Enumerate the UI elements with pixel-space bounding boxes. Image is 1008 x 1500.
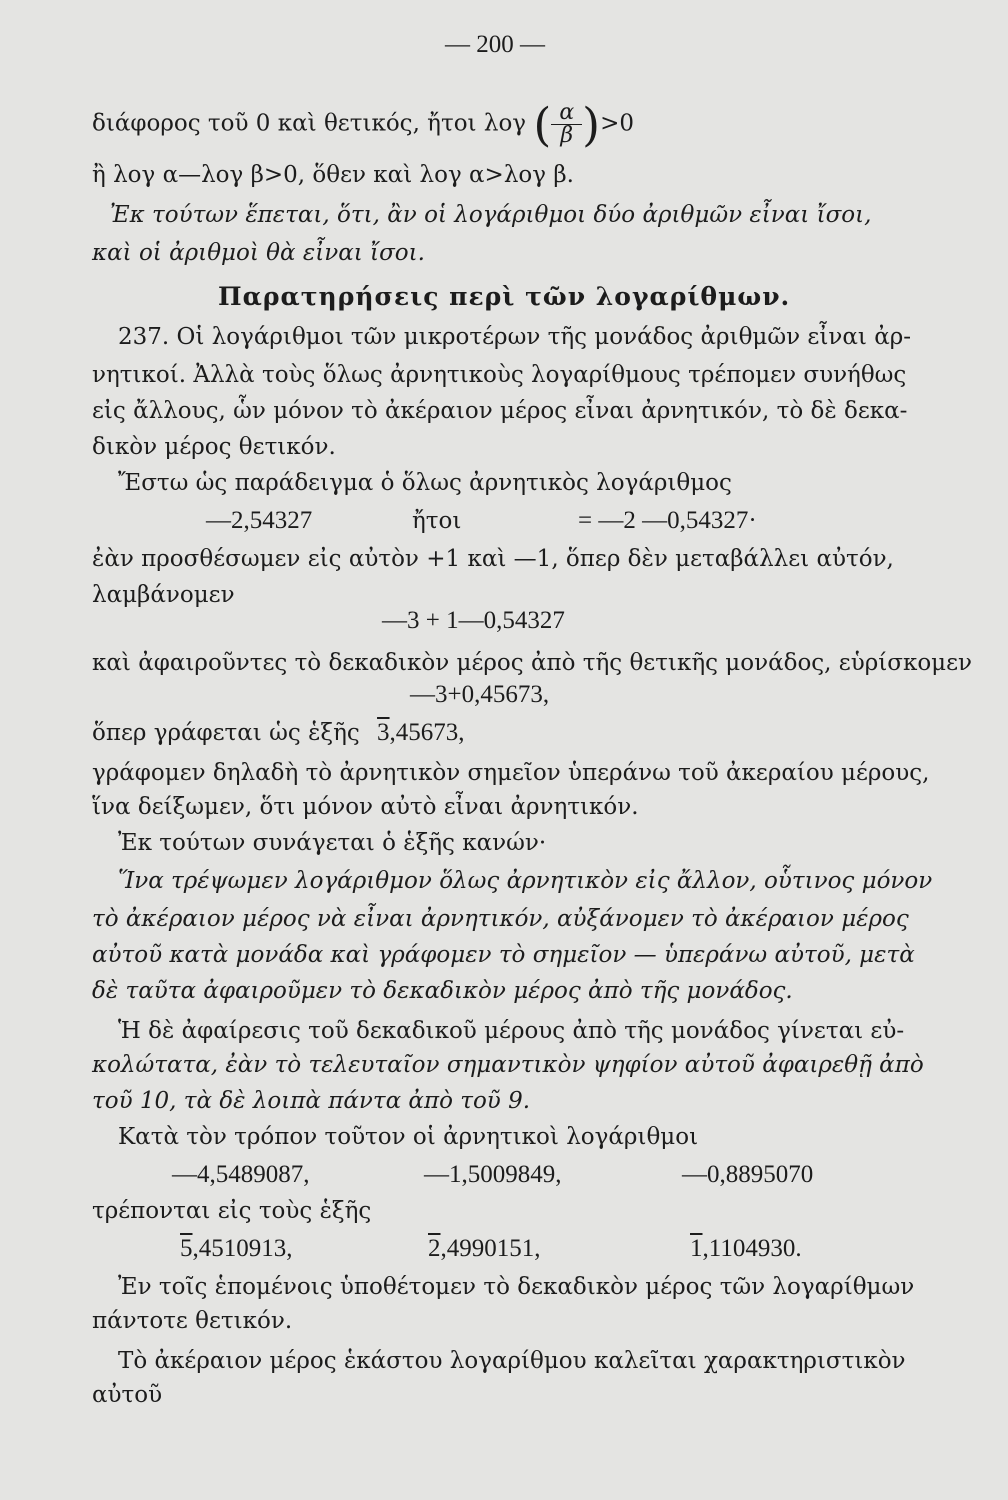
text-span: >0 — [600, 110, 635, 137]
text-line — [118, 1346, 906, 1376]
rule-line: δὲ ταῦτα ἀφαιροῦμεν τὸ δεκαδικὸν μέρος ἀπὸ τῆς μονάδος. — [92, 978, 793, 1004]
value: —4,5489087, — [172, 1161, 310, 1188]
mantissa: ,4510913, — [192, 1235, 293, 1262]
text-line: ἢ λογ α—λογ β>0, ὅθεν καὶ λογ α>λογ β. — [92, 162, 574, 188]
text-line: Ἐν τοῖς ἑπομένοις ὑποθέτομεν τὸ δεκαδικὸν μέρος τῶν λογαρίθμων — [118, 1274, 915, 1300]
text-line: 237. Οἱ λογάριθμοι τῶν μικροτέρων τῆς μονάδος ἀριθμῶν εἶναι ἀρ- — [118, 324, 912, 350]
value — [690, 1234, 802, 1264]
value: —1,5009849, — [424, 1161, 562, 1188]
rule-line: τὸ ἀκέραιον μέρος νὰ εἶναι ἀρνητικόν, αὐξάνομεν τὸ ἀκέραιον μέρος — [92, 906, 909, 932]
right-paren: ) — [582, 97, 601, 152]
text-line — [92, 97, 635, 152]
denominator: β — [560, 123, 574, 148]
page-number: — 200 — — [445, 31, 545, 58]
equation: = —2 —0,54327· — [578, 507, 757, 534]
text-span: ἤτοι — [412, 508, 462, 534]
text-line: Ἡ δὲ ἀφαίρεσις τοῦ δεκαδικοῦ μέρους ἀπὸ τῆς μονάδος γίνεται εὐ- — [118, 1018, 905, 1044]
text-line: ἐὰν προσθέσωμεν εἰς αὐτὸν +1 καὶ —1, ὅπερ δὲν μεταβάλλει αὐτόν, — [92, 546, 894, 572]
text-line: καὶ ἀφαιροῦντες τὸ δεκαδικὸν μέρος ἀπὸ τῆς θετικῆς μονάδος, εὑρίσκομεν — [92, 650, 973, 676]
text-line: τρέπονται εἰς τοὺς ἑξῆς — [92, 1198, 372, 1224]
mantissa: ,4990151, — [440, 1235, 541, 1262]
text-line: Ἔστω ὡς παράδειγμα ὁ ὅλως ἀρνητικὸς λογάριθμος — [118, 470, 732, 496]
fraction — [551, 102, 582, 147]
text-span: Τὸ ἀκέραιον μέρος ἑκάστου λογαρίθμου καλεῖται χαρακτηριστικὸν — [118, 1348, 906, 1374]
text-span: ὅπερ γράφεται ὡς ἑξῆς — [92, 720, 360, 746]
text-line: τοῦ 10, τὰ δὲ λοιπὰ πάντα ἀπὸ τοῦ 9. — [92, 1088, 531, 1114]
equation: —3 + 1—0,54327 — [382, 607, 565, 634]
value: —0,8895070 — [682, 1161, 814, 1188]
text-line: νητικοί. Ἀλλὰ τοὺς ὅλως ἀρνητικοὺς λογαρίθμους τρέπομεν συνήθως — [92, 362, 907, 388]
negative-characteristic: 1 — [690, 1235, 703, 1262]
text-line: πάντοτε θετικόν. — [92, 1308, 293, 1334]
text-line: Κατὰ τὸν τρόπον τοῦτον οἱ ἀρνητικοὶ λογάριθμοι — [118, 1124, 699, 1150]
negative-characteristic: 2 — [428, 1235, 441, 1262]
section-heading: Παρατηρήσεις περὶ τῶν λογαρίθμων. — [218, 282, 791, 311]
value — [377, 719, 465, 746]
value — [180, 1234, 293, 1264]
text-line: δικὸν μέρος θετικόν. — [92, 434, 336, 460]
equation: —2,54327 — [206, 507, 313, 534]
numerator: α — [551, 102, 582, 125]
text-line: γράφομεν δηλαδὴ τὸ ἀρνητικὸν σημεῖον ὑπεράνω τοῦ ἀκεραίου μέρους, — [92, 760, 930, 786]
text-line: εἰς ἄλλους, ὧν μόνον τὸ ἀκέραιον μέρος εἶναι ἀρνητικόν, τὸ δὲ δεκα- — [92, 398, 908, 424]
text-line: κολώτατα, ἐὰν τὸ τελευταῖον σημαντικὸν ψηφίον αὐτοῦ ἀφαιρεθῇ ἀπὸ — [92, 1052, 924, 1078]
text-line: ἵνα δείξωμεν, ὅτι μόνον αὐτὸ εἶναι ἀρνητικόν. — [92, 794, 639, 820]
text-line: Ἐκ τούτων ἕπεται, ὅτι, ἂν οἱ λογάριθμοι δύο ἀριθμῶν εἶναι ἴσοι, — [110, 202, 872, 228]
negative-characteristic: 3 — [377, 719, 390, 746]
negative-characteristic: 5 — [180, 1235, 193, 1262]
mantissa: ,1104930. — [702, 1235, 802, 1262]
left-paren: ( — [533, 97, 552, 152]
text-line: Ἐκ τούτων συνάγεται ὁ ἑξῆς κανών· — [118, 830, 547, 856]
equation: —3+0,45673, — [410, 681, 550, 708]
rule-line: Ἵνα τρέψωμεν λογάριθμον ὅλως ἀρνητικὸν εἰς ἄλλον, οὗτινος μόνον — [118, 868, 933, 894]
text-line: αὐτοῦ — [92, 1382, 163, 1408]
text-span: διάφορος τοῦ 0 καὶ θετικός, ἤτοι λογ — [92, 110, 527, 137]
value — [428, 1234, 541, 1264]
rule-line: αὐτοῦ κατὰ μονάδα καὶ γράφομεν τὸ σημεῖον — ὑπεράνω αὐτοῦ, μετὰ — [92, 942, 915, 968]
text-line — [92, 718, 465, 748]
text-line: καὶ οἱ ἀριθμοὶ θὰ εἶναι ἴσοι. — [92, 240, 425, 266]
text-line: λαμβάνομεν — [92, 582, 235, 608]
mantissa: ,45673, — [389, 719, 465, 746]
